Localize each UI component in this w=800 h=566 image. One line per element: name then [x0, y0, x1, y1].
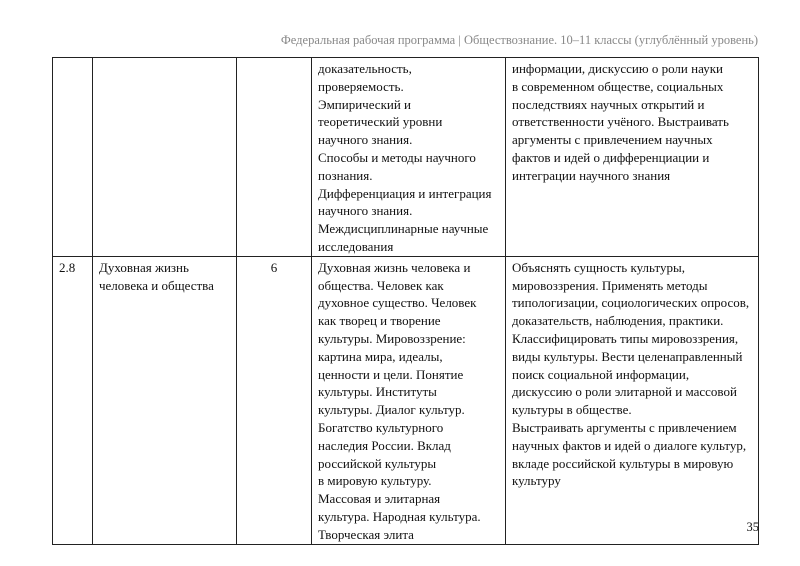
table-row: [53, 58, 759, 257]
text-line: дискуссию о роли элитарной и массовой: [512, 384, 737, 400]
text-line: в мировую культуру.: [318, 473, 432, 489]
table-row: [53, 256, 759, 544]
text-line: Классифицировать типы мировоззрения,: [512, 330, 739, 346]
text-line: картина мира, идеалы,: [318, 348, 443, 364]
cell-activities: [506, 58, 759, 257]
text-line: культуры. Институты: [318, 384, 437, 400]
text-line: научных фактов и идей о диалоге культур,: [512, 437, 747, 453]
cell-hours: [237, 256, 312, 544]
text-line: культуры. Мировоззрение:: [318, 330, 466, 346]
program-table: [52, 57, 759, 545]
text-line: Массовая и элитарная: [318, 491, 441, 507]
text-line: российской культуры: [318, 455, 437, 471]
text-line: Эмпирический и: [318, 96, 412, 112]
text-line: в современном обществе, социальных: [512, 78, 724, 94]
text-line: культура. Народная культура.: [318, 508, 481, 524]
text-line: мировоззрения. Применять методы: [512, 277, 708, 293]
cell-hours: [237, 58, 312, 257]
text-line: поиск социальной информации,: [512, 366, 690, 382]
text-line: Духовная жизнь: [99, 259, 189, 275]
text-line: типологизации, социологических опросов,: [512, 295, 750, 311]
cell-number: [53, 256, 93, 544]
text-line: культуры в обществе.: [512, 402, 632, 418]
text-line: общества. Человек как: [318, 277, 444, 293]
text-line: Выстраивать аргументы с привлечением: [512, 419, 737, 435]
text-line: научного знания.: [318, 132, 413, 148]
text-line: интеграции научного знания: [512, 167, 671, 183]
text-line: последствиях научных открытий и: [512, 96, 705, 112]
text-line: виды культуры. Вести целенаправленный: [512, 348, 743, 364]
text-line: доказательность,: [318, 61, 412, 76]
text-line: Творческая элита: [318, 526, 414, 542]
text-line: вкладе российской культуры в мировую: [512, 455, 734, 471]
page-header: Федеральная рабочая программа | Обществознание. 10–11 классы (углублённый уровень): [280, 33, 758, 47]
cell-topic: [93, 58, 237, 257]
text-line: культуры. Диалог культур.: [318, 402, 465, 418]
text-line: 2.8: [59, 259, 76, 275]
text-line: ответственности учёного. Выстраивать: [512, 114, 729, 130]
text-line: фактов и идей о дифференциации и: [512, 149, 710, 165]
text-line: ценности и цели. Понятие: [318, 366, 464, 382]
cell-content: [312, 58, 506, 257]
text-line: 6: [270, 259, 278, 275]
text-line: наследия России. Вклад: [318, 437, 451, 453]
text-line: Объяснять сущность культуры,: [512, 259, 685, 275]
text-line: Дифференциация и интеграция: [318, 185, 492, 201]
text-line: Способы и методы научного: [318, 149, 476, 165]
text-line: Междисциплинарные научные: [318, 221, 489, 237]
cell-number: [53, 58, 93, 257]
text-line: научного знания.: [318, 203, 413, 219]
cell-content: [312, 256, 506, 544]
text-line: культуру: [512, 473, 561, 489]
text-line: исследования: [318, 238, 394, 254]
text-line: духовное существо. Человек: [318, 295, 477, 311]
text-line: информации, дискуссию о роли науки: [512, 61, 723, 76]
text-line: познания.: [318, 167, 373, 183]
cell-activities: [506, 256, 759, 544]
text-line: Духовная жизнь человека и: [318, 259, 471, 275]
cell-topic: [93, 256, 237, 544]
text-line: аргументы с привлечением научных: [512, 132, 713, 148]
text-line: как творец и творение: [318, 313, 441, 329]
text-line: человека и общества: [99, 277, 214, 293]
text-line: доказательств, наблюдения, практики.: [512, 313, 724, 329]
text-line: Богатство культурного: [318, 419, 444, 435]
text-line: теоретический уровни: [318, 114, 443, 130]
page-number: 35: [746, 520, 759, 534]
text-line: проверяемость.: [318, 78, 404, 94]
